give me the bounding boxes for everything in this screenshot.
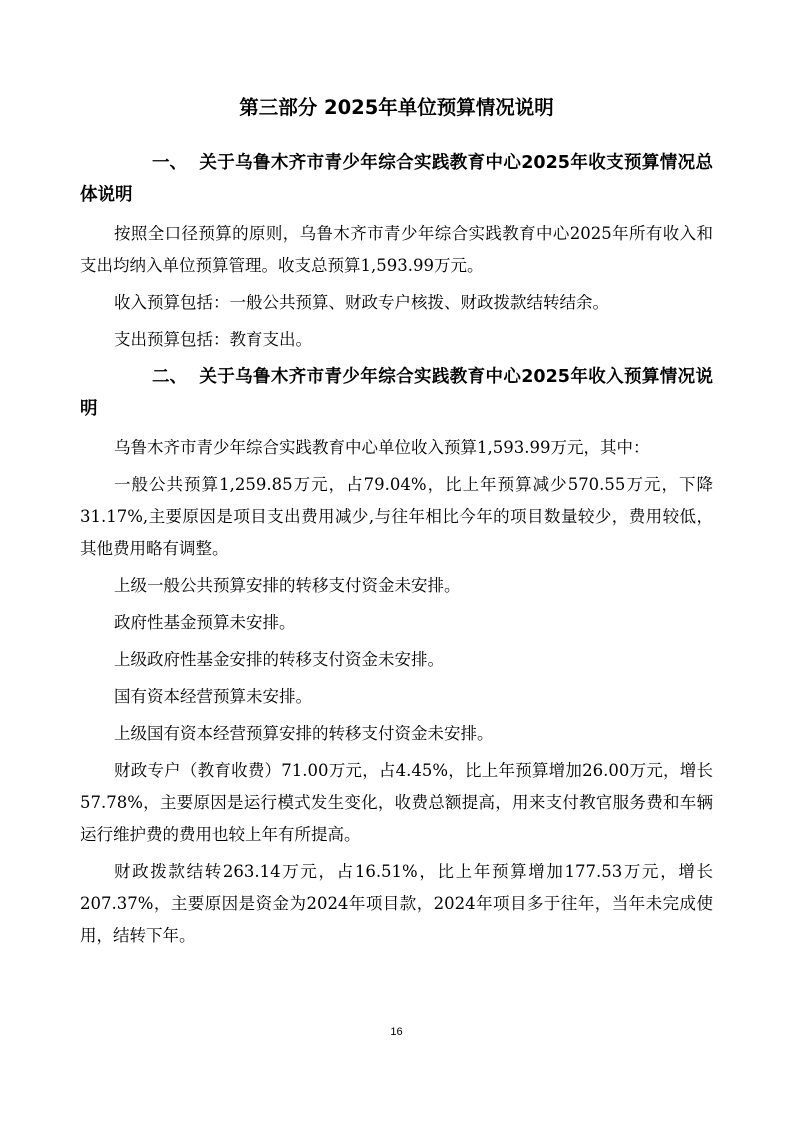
document-body: [80, 147, 713, 957]
section-1-paragraph-1: 按照全口径预算的原则，乌鲁木齐市青少年综合实践教育中心2025年所有收入和支出均纳入单位预算管理。收支总预算1,593.99万元。: [80, 224, 713, 275]
section-1-number: 一、: [152, 153, 187, 173]
section-2-paragraph-2: 一般公共预算1,259.85万元，占79.04%，比上年预算减少570.55万元，下降31.17%,主要原因是项目支出费用减少,与往年相比今年的项目数量较少，费用较低，其他费用略有调整。: [80, 475, 713, 558]
section-2-paragraph-5: 上级政府性基金安排的转移支付资金未安排。: [114, 650, 444, 669]
section-2-paragraph-1: 乌鲁木齐市青少年综合实践教育中心单位收入预算1,593.99万元，其中：: [114, 438, 650, 457]
section-2-paragraph-9: 财政拨款结转263.14万元，占16.51%，比上年预算增加177.53万元，增长207.37%，主要原因是资金为2024年项目款，2024年项目多于往年，当年未完成使用，结转下年。: [80, 862, 713, 945]
section-1-paragraph-2: 收入预算包括：一般公共预算、财政专户核拨、财政拨款结转结余。: [114, 293, 609, 312]
section-2-paragraph-8: 财政专户（教育收费）71.00万元，占4.45%，比上年预算增加26.00万元，增长57.78%，主要原因是运行模式发生变化，收费总额提高，用来支付教官服务费和车辆运行维护费的费用也较上年有所提高。: [80, 761, 713, 844]
section-1-heading-text: 关于乌鲁木齐市青少年综合实践教育中心2025年收支预算情况总体说明: [80, 153, 713, 205]
section-2-paragraph-4: 政府性基金预算未安排。: [114, 613, 296, 632]
section-2-heading: [80, 361, 713, 425]
section-1-heading: [80, 147, 713, 211]
section-2-paragraph-7: 上级国有资本经营预算安排的转移支付资金未安排。: [114, 724, 494, 743]
section-1-paragraph-3: 支出预算包括：教育支出。: [114, 330, 312, 349]
page-title: 第三部分 2025年单位预算情况说明: [239, 96, 554, 119]
section-2-paragraph-6: 国有资本经营预算未安排。: [114, 687, 312, 706]
page-number: 16: [390, 1026, 403, 1038]
section-2-paragraph-3: 上级一般公共预算安排的转移支付资金未安排。: [114, 576, 461, 595]
section-2-heading-text: 关于乌鲁木齐市青少年综合实践教育中心2025年收入预算情况说明: [80, 367, 713, 419]
section-2-number: 二、: [152, 367, 187, 387]
